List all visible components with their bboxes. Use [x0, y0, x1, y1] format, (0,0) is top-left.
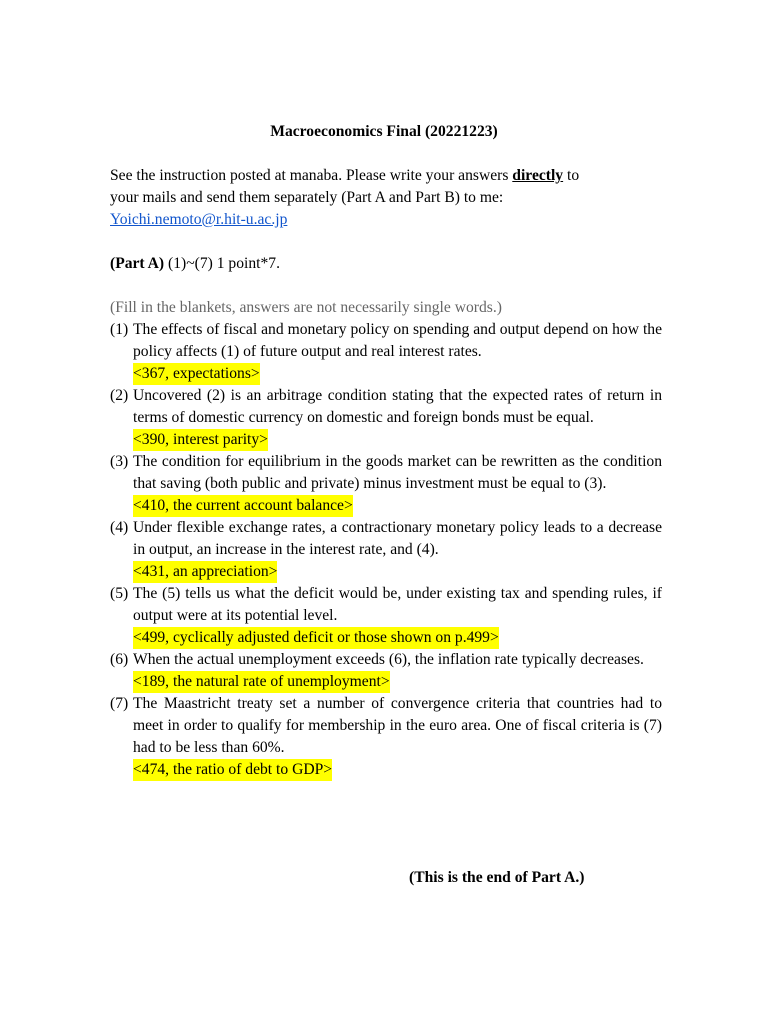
- question-number: (3): [110, 453, 129, 470]
- question-body: [133, 583, 662, 649]
- question-item: [110, 649, 662, 693]
- instructions-text: See the instruction posted at manaba. Please write your answers: [110, 167, 513, 184]
- question-number: (2): [110, 387, 129, 404]
- question-item: [110, 451, 662, 517]
- instructions-line-1: [110, 165, 670, 187]
- email-link[interactable]: Yoichi.nemoto@r.hit-u.ac.jp: [110, 211, 288, 228]
- question-text: The condition for equilibrium in the goods market can be rewritten as the condition that saving (both public and private) minus investment must be equal to (3).: [133, 453, 662, 492]
- instructions-line-2: your mails and send them separately (Part A and Part B) to me:: [110, 189, 504, 206]
- question-body: [133, 451, 662, 517]
- question-text: The (5) tells us what the deficit would be, under existing tax and spending rules, if output were at its potential level.: [133, 585, 662, 624]
- question-item: [110, 319, 662, 385]
- question-number: (4): [110, 519, 129, 536]
- answer-highlight: <499, cyclically adjusted deficit or those shown on p.499>: [133, 627, 499, 649]
- question-number: (1): [110, 321, 129, 338]
- question-text: Under flexible exchange rates, a contractionary monetary policy leads to a decrease in output, an increase in the interest rate, and (4).: [133, 519, 662, 558]
- document-title: Macroeconomics Final (20221223): [270, 123, 498, 140]
- emphasis-directly: directly: [512, 167, 564, 184]
- question-item: [110, 693, 662, 781]
- question-body: [133, 517, 662, 583]
- answer-highlight: <431, an appreciation>: [133, 561, 277, 583]
- question-body: [133, 693, 662, 781]
- question-body: [133, 385, 662, 451]
- part-a-label: (Part A): [110, 255, 165, 272]
- answer-highlight: <410, the current account balance>: [133, 495, 353, 517]
- fill-in-note: (Fill in the blankets, answers are not necessarily single words.): [110, 299, 502, 316]
- question-item: [110, 385, 662, 451]
- part-a-header: [110, 253, 280, 275]
- answer-highlight: <474, the ratio of debt to GDP>: [133, 759, 332, 781]
- question-item: [110, 517, 662, 583]
- part-a-points: (1)~(7) 1 point*7.: [164, 255, 280, 272]
- question-body: [133, 319, 662, 385]
- question-number: (6): [110, 651, 129, 668]
- question-text: Uncovered (2) is an arbitrage condition stating that the expected rates of return in terms of domestic currency on domestic and foreign bonds must be equal.: [133, 387, 662, 426]
- question-list: [110, 319, 662, 781]
- answer-highlight: <189, the natural rate of unemployment>: [133, 671, 390, 693]
- instructions-text: to: [563, 167, 580, 184]
- question-text: The Maastricht treaty set a number of convergence criteria that countries had to meet in order to qualify for membership in the euro area. One of fiscal criteria is (7) had to be less than 60%.: [133, 695, 662, 756]
- question-body: [133, 649, 662, 693]
- instructions: [110, 165, 670, 231]
- answer-highlight: <367, expectations>: [133, 363, 260, 385]
- end-of-part-note: (This is the end of Part A.): [409, 869, 585, 886]
- question-text: The effects of fiscal and monetary policy on spending and output depend on how the policy affects (1) of future output and real interest rates.: [133, 321, 662, 360]
- question-number: (5): [110, 585, 129, 602]
- email-line: [110, 209, 670, 231]
- question-number: (7): [110, 695, 129, 712]
- answer-highlight: <390, interest parity>: [133, 429, 268, 451]
- question-item: [110, 583, 662, 649]
- question-text: When the actual unemployment exceeds (6), the inflation rate typically decreases.: [133, 651, 644, 668]
